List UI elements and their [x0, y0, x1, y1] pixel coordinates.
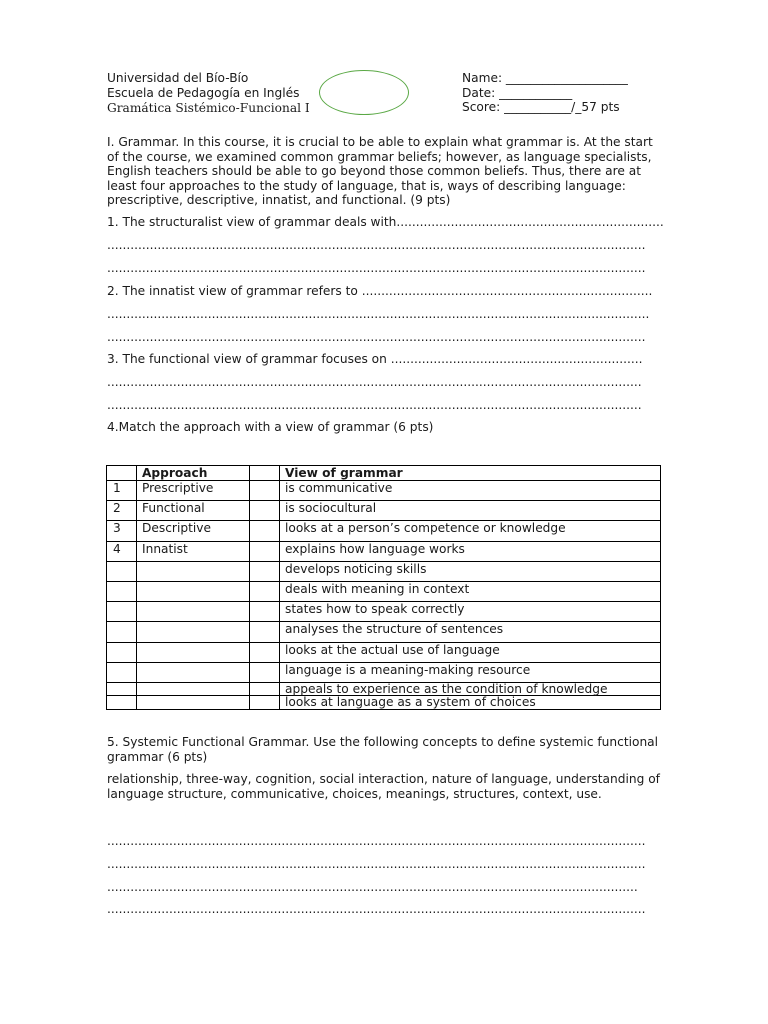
answer-cell — [250, 696, 280, 710]
header-view: View of grammar — [280, 466, 661, 481]
row-number: 2 — [107, 501, 137, 521]
approach-cell: Descriptive — [137, 521, 250, 541]
header-answer — [250, 466, 280, 481]
answer-line: ........................................................................................................................................... — [107, 902, 646, 916]
table-row — [107, 481, 661, 501]
table-row — [107, 662, 661, 682]
view-cell: analyses the structure of sentences — [280, 622, 661, 642]
answer-cell — [250, 501, 280, 521]
row-number — [107, 602, 137, 622]
answer-line: ........................................................................................................................................... — [107, 330, 646, 344]
section1-intro: I. Grammar. In this course, it is crucial to be able to explain what grammar is. At the start of the course, we examined common grammar beliefs; however, as language specialists, English teachers should be able to go beyond those common beliefs. Thus, there are at least four approaches to the study of language, that is, ways of describing language: prescriptive, descriptive, innatist, and functional. (9 pts) — [107, 135, 653, 207]
row-number — [107, 682, 137, 696]
view-cell: explains how language works — [280, 541, 661, 561]
question-3: 3. The functional view of grammar focuses on ................................................................. — [107, 352, 643, 366]
university-name: Universidad del Bío-Bío — [107, 71, 249, 85]
question-1: 1. The structuralist view of grammar deals with..................................................................... — [107, 215, 664, 229]
row-number — [107, 622, 137, 642]
approach-cell — [137, 622, 250, 642]
table-row — [107, 521, 661, 541]
view-cell: develops noticing skills — [280, 561, 661, 581]
answer-cell — [250, 642, 280, 662]
approach-cell — [137, 662, 250, 682]
section5-title: 5. Systemic Functional Grammar. Use the following concepts to define systemic functional grammar (6 pts) — [107, 735, 659, 764]
approach-cell — [137, 581, 250, 601]
table-row — [107, 602, 661, 622]
view-cell: states how to speak correctly — [280, 602, 661, 622]
view-cell: language is a meaning-making resource — [280, 662, 661, 682]
section4-title: 4.Match the approach with a view of grammar (6 pts) — [107, 420, 434, 434]
row-number: 4 — [107, 541, 137, 561]
school-name: Escuela de Pedagogía en Inglés — [107, 86, 300, 100]
answer-line: .......................................................................................................................................... — [107, 375, 642, 389]
question-2: 2. The innatist view of grammar refers to ........................................................................... — [107, 284, 653, 298]
view-cell: appeals to experience as the condition of knowledge — [280, 682, 661, 696]
student-fields — [462, 71, 628, 115]
answer-cell — [250, 541, 280, 561]
approach-cell — [137, 561, 250, 581]
answer-line: ........................................................................................................................................... — [107, 238, 646, 252]
answer-cell — [250, 521, 280, 541]
approach-cell — [137, 696, 250, 710]
answer-line: ........................................................................................................................................... — [107, 857, 646, 871]
row-number: 3 — [107, 521, 137, 541]
row-number — [107, 642, 137, 662]
row-number — [107, 581, 137, 601]
view-cell: is sociocultural — [280, 501, 661, 521]
answer-line: ......................................................................................................................................... — [107, 880, 638, 894]
name-field: Name: ____________________ — [462, 71, 628, 85]
table-row — [107, 622, 661, 642]
table-row — [107, 561, 661, 581]
row-number: 1 — [107, 481, 137, 501]
answer-cell — [250, 602, 280, 622]
date-field: Date: ____________ — [462, 85, 573, 100]
table-row — [107, 682, 661, 696]
row-number — [107, 662, 137, 682]
institution-block — [107, 71, 310, 116]
view-cell: looks at the actual use of language — [280, 642, 661, 662]
answer-cell — [250, 481, 280, 501]
header-number — [107, 466, 137, 481]
row-number — [107, 696, 137, 710]
approach-cell — [137, 602, 250, 622]
table-row — [107, 581, 661, 601]
green-oval-mark — [319, 70, 409, 115]
approach-cell — [137, 642, 250, 662]
matching-table — [106, 465, 661, 710]
approach-cell: Innatist — [137, 541, 250, 561]
header-approach: Approach — [137, 466, 250, 481]
answer-line: .......................................................................................................................................... — [107, 398, 642, 412]
answer-line: ........................................................................................................................................... — [107, 261, 646, 275]
approach-cell — [137, 682, 250, 696]
table-row — [107, 696, 661, 710]
answer-line: ........................................................................................................................................... — [107, 834, 646, 848]
score-field: Score: ___________/_57 pts — [462, 100, 620, 114]
row-number — [107, 561, 137, 581]
table-header-row — [107, 466, 661, 481]
answer-cell — [250, 581, 280, 601]
table-row — [107, 642, 661, 662]
answer-cell — [250, 682, 280, 696]
answer-line: ............................................................................................................................................ — [107, 307, 650, 321]
view-cell: deals with meaning in context — [280, 581, 661, 601]
approach-cell: Functional — [137, 501, 250, 521]
table-row — [107, 501, 661, 521]
answer-cell — [250, 561, 280, 581]
view-cell: looks at language as a system of choices — [280, 696, 661, 710]
answer-cell — [250, 622, 280, 642]
view-cell: looks at a person’s competence or knowledge — [280, 521, 661, 541]
table-row — [107, 541, 661, 561]
answer-cell — [250, 662, 280, 682]
course-name: Gramática Sistémico-Funcional I — [107, 101, 310, 115]
view-cell: is communicative — [280, 481, 661, 501]
section5-concepts: relationship, three-way, cognition, social interaction, nature of language, understanding of language structure, communicative, choices, meanings, structures, context, use. — [107, 772, 660, 801]
approach-cell: Prescriptive — [137, 481, 250, 501]
